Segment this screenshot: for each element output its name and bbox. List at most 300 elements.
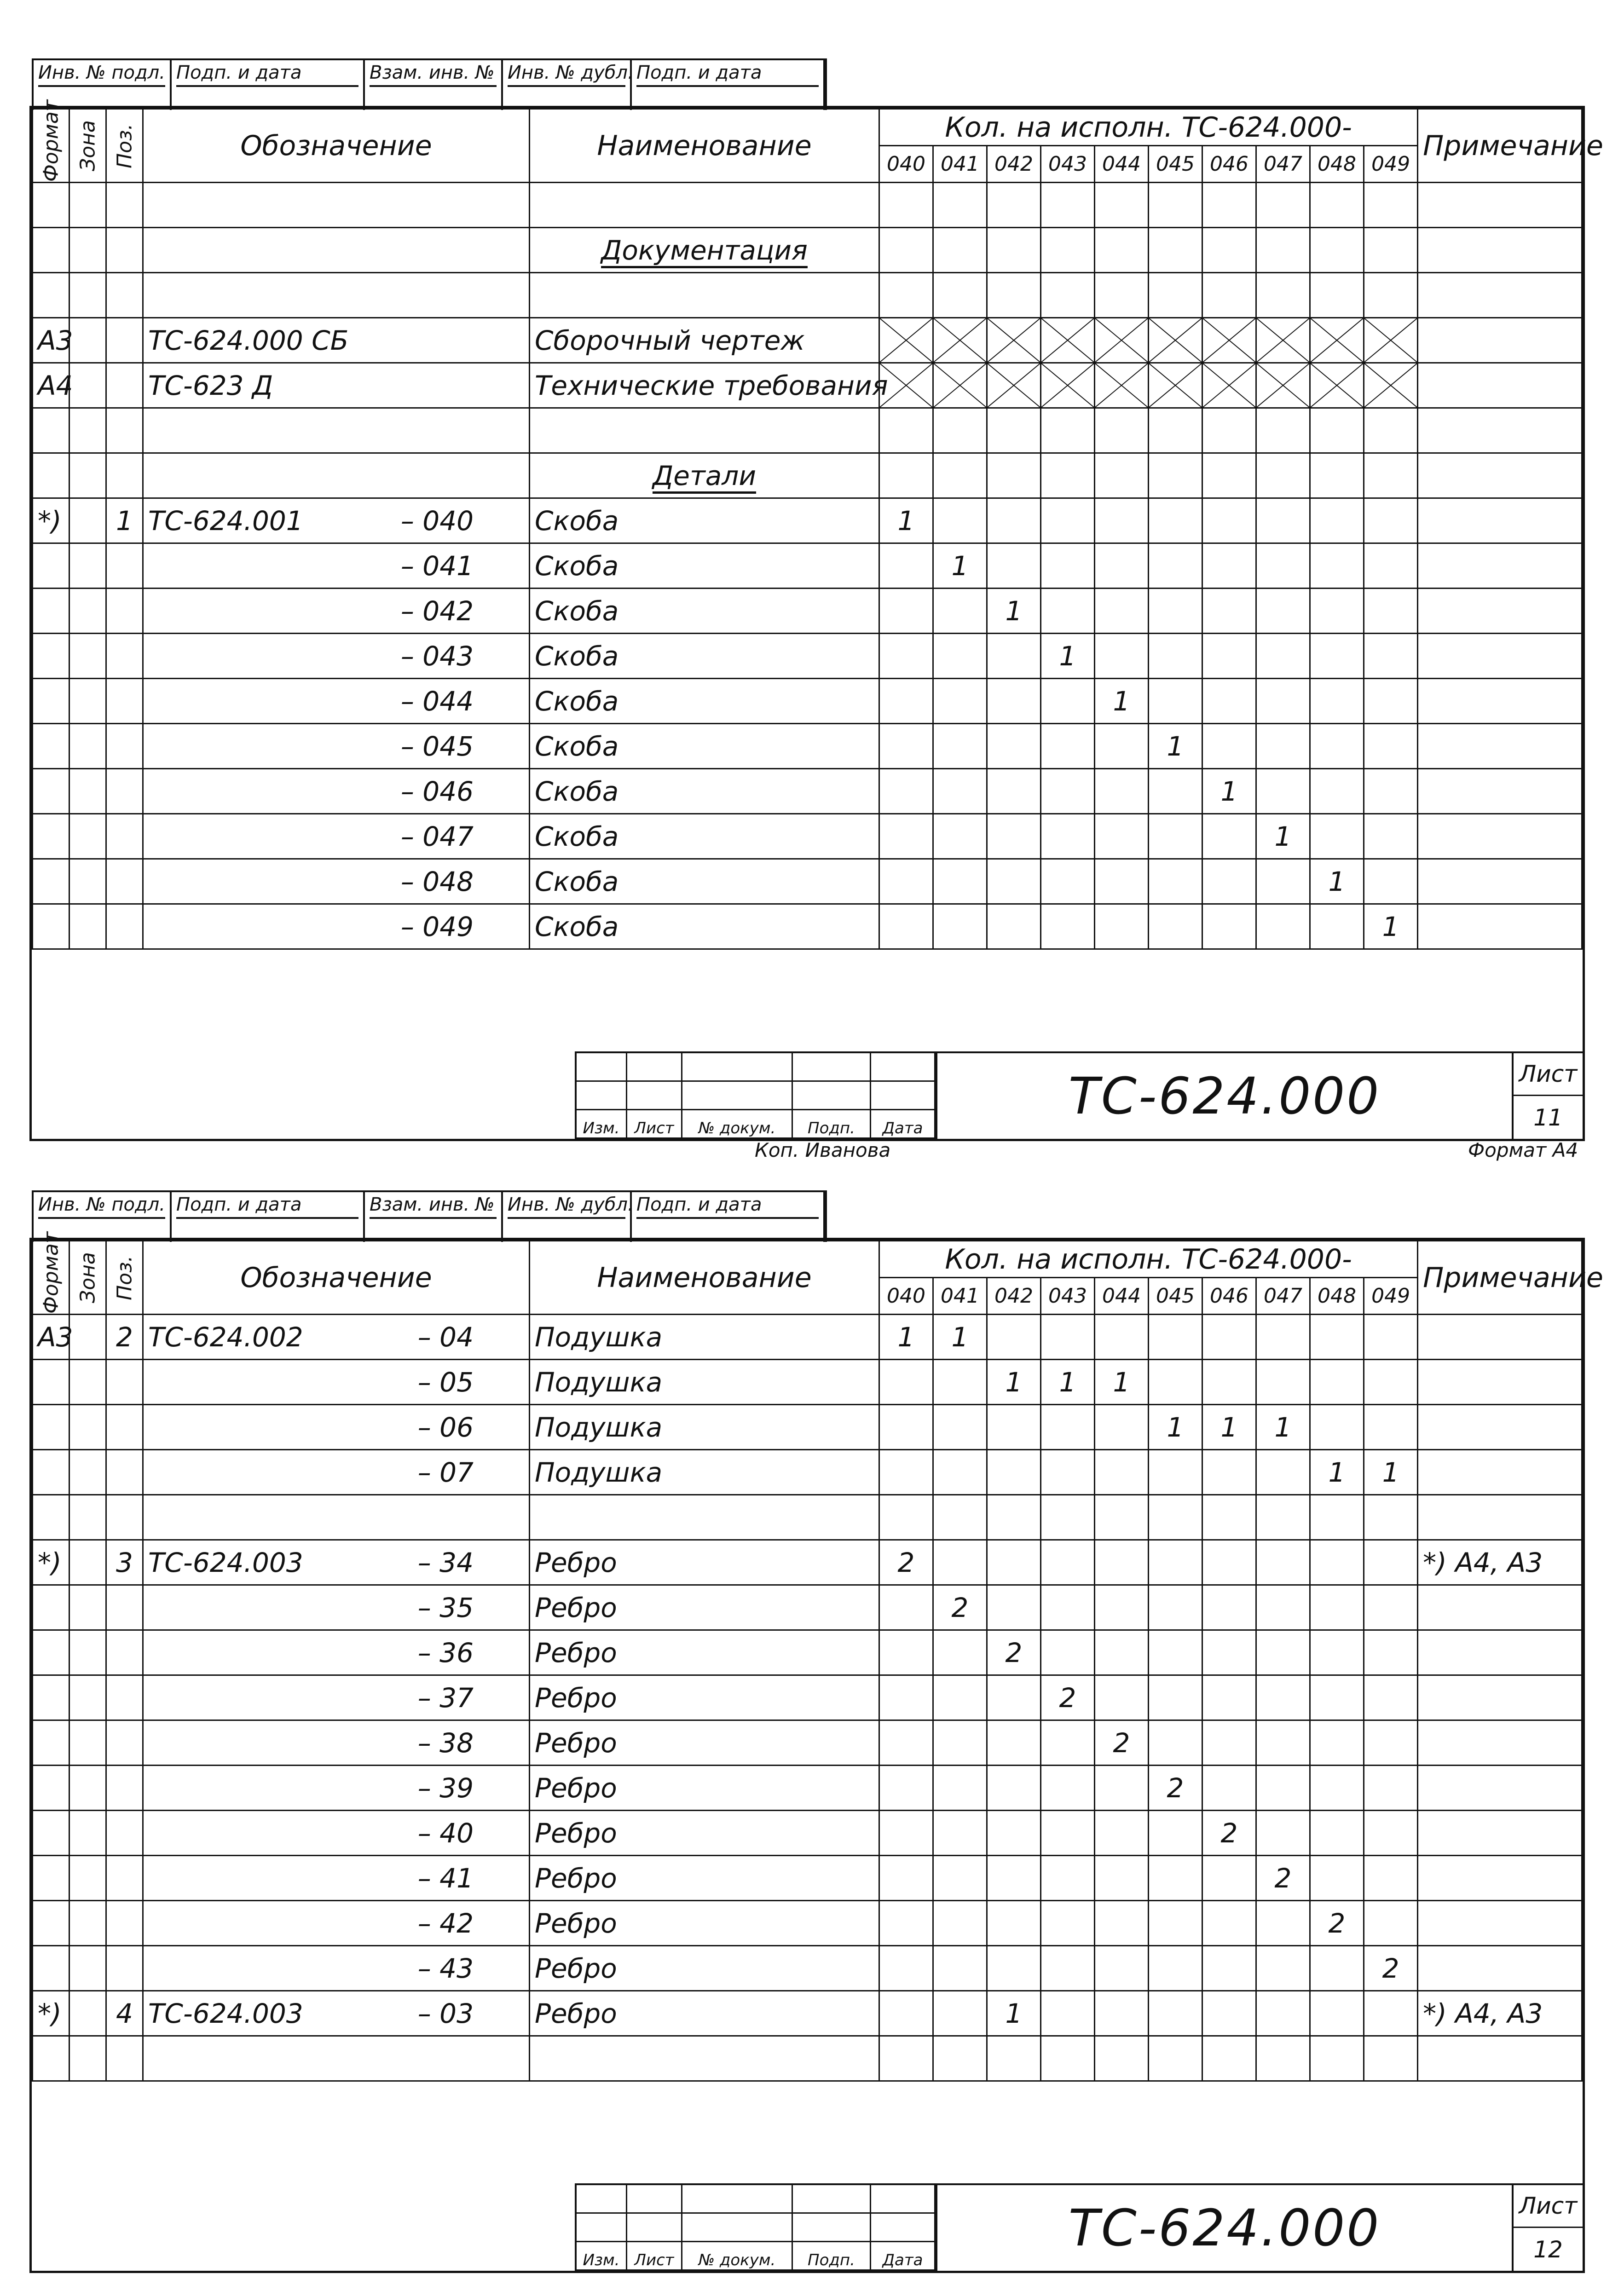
cell-qty (1041, 589, 1095, 634)
cell-qty: 1 (987, 1991, 1041, 2036)
cell-note (1418, 1495, 1582, 1540)
crossed-cell (1364, 363, 1418, 408)
cell-format (33, 589, 69, 634)
cell-qty (1095, 904, 1149, 949)
cell-qty (933, 1630, 987, 1675)
cell-qty (1310, 1495, 1364, 1540)
sheet-number-box: Лист 11 (1512, 1053, 1583, 1139)
cell-qty (987, 453, 1041, 498)
cell-name (530, 1495, 879, 1540)
cell-name: Ребро (530, 1901, 879, 1946)
designation-suffix: – 040 (400, 505, 474, 537)
cell-qty (879, 273, 933, 318)
designation-suffix: – 43 (417, 1952, 474, 1984)
cell-qty (1310, 589, 1364, 634)
cell-qty (1202, 1766, 1256, 1811)
col-header-variant: 044 (1095, 146, 1149, 183)
cell-designation (143, 589, 530, 634)
cell-qty (1041, 1315, 1095, 1360)
cell-position (106, 859, 143, 904)
cell-name: Скоба (530, 769, 879, 814)
cell-position (106, 1811, 143, 1856)
table-row (33, 1811, 1582, 1856)
cell-position (106, 904, 143, 949)
table-row (33, 1405, 1582, 1450)
cell-qty (1256, 228, 1310, 273)
cell-qty (1149, 1946, 1202, 1991)
title-block (575, 1051, 1583, 1139)
cell-qty (1256, 679, 1310, 724)
cell-qty (1310, 1856, 1364, 1901)
cell-qty: 2 (1256, 1856, 1310, 1901)
archive-strip-cell: Подп. и дата (172, 1192, 365, 1242)
cell-position (106, 1495, 143, 1540)
cell-name: Ребро (530, 1811, 879, 1856)
cell-qty (1202, 904, 1256, 949)
cell-note (1418, 273, 1582, 318)
cell-qty (1364, 1360, 1418, 1405)
cell-name: Ребро (530, 1675, 879, 1720)
crossed-cell (933, 318, 987, 363)
cell-format (33, 543, 69, 589)
cell-qty (1041, 1901, 1095, 1946)
cell-designation (143, 183, 530, 228)
cell-qty (1095, 814, 1149, 859)
cell-name: Ребро (530, 1630, 879, 1675)
cell-note (1418, 679, 1582, 724)
cell-qty (1149, 1360, 1202, 1405)
cell-format (33, 634, 69, 679)
cell-name (530, 183, 879, 228)
cell-note: *) А4, А3 (1418, 1991, 1582, 2036)
title-block (575, 2183, 1583, 2271)
col-header-variant: 049 (1364, 1278, 1418, 1315)
designation-suffix: – 36 (417, 1637, 474, 1668)
table-row (33, 1540, 1582, 1585)
cell-qty (933, 1360, 987, 1405)
table-row (33, 1766, 1582, 1811)
cell-qty (1310, 543, 1364, 589)
cell-qty (1364, 543, 1418, 589)
cell-designation (143, 679, 530, 724)
cell-qty (1202, 1630, 1256, 1675)
cell-zone (69, 814, 106, 859)
crossed-cell (879, 318, 933, 363)
table-row (33, 1720, 1582, 1766)
cell-qty (1149, 1856, 1202, 1901)
cell-qty (1149, 1991, 1202, 2036)
cell-position (106, 1675, 143, 1720)
cell-qty (879, 589, 933, 634)
col-header-variant: 047 (1256, 146, 1310, 183)
cell-qty: 1 (1095, 679, 1149, 724)
crossed-cell (1041, 363, 1095, 408)
cell-qty (987, 859, 1041, 904)
cell-name: Сборочный чертеж (530, 318, 879, 363)
cell-qty (987, 769, 1041, 814)
cell-qty (1041, 453, 1095, 498)
cell-note (1418, 453, 1582, 498)
cell-qty (879, 904, 933, 949)
table-row (33, 1450, 1582, 1495)
cell-qty (1095, 1856, 1149, 1901)
cell-qty (1364, 1405, 1418, 1450)
cell-name: Ребро (530, 1946, 879, 1991)
cell-qty (1041, 1585, 1095, 1630)
table-row (33, 408, 1582, 453)
cell-qty (1041, 1946, 1095, 1991)
cell-name: Скоба (530, 589, 879, 634)
cell-position (106, 1360, 143, 1405)
col-header-variant: 048 (1310, 1278, 1364, 1315)
cell-position (106, 1450, 143, 1495)
cell-format (33, 1450, 69, 1495)
section-heading: Детали (530, 453, 879, 498)
designation-suffix: – 41 (417, 1862, 474, 1894)
cell-qty: 1 (1202, 769, 1256, 814)
cell-format (33, 904, 69, 949)
cell-format (33, 1811, 69, 1856)
cell-qty (1202, 1495, 1256, 1540)
cell-qty (933, 1495, 987, 1540)
cell-qty (1202, 1946, 1256, 1991)
cell-qty (1256, 1675, 1310, 1720)
cell-designation (143, 1450, 530, 1495)
designation-suffix: – 39 (417, 1772, 474, 1804)
col-header-variant: 043 (1041, 146, 1095, 183)
designation-suffix: – 35 (417, 1592, 474, 1623)
cell-qty (987, 1540, 1041, 1585)
cell-qty (1202, 498, 1256, 543)
cell-qty (1095, 1540, 1149, 1585)
designation-suffix: – 049 (400, 911, 474, 942)
cell-qty (1095, 1495, 1149, 1540)
cell-name: Ребро (530, 1991, 879, 2036)
cell-qty (1149, 814, 1202, 859)
col-header-variant: 044 (1095, 1278, 1149, 1315)
cell-note (1418, 1630, 1582, 1675)
cell-qty (1364, 859, 1418, 904)
cell-name (530, 273, 879, 318)
designation-suffix: – 37 (417, 1682, 474, 1714)
archive-strip-cell: Взам. инв. № (365, 1192, 503, 1242)
cell-qty (1256, 1720, 1310, 1766)
col-header-variant: 046 (1202, 146, 1256, 183)
cell-zone (69, 1630, 106, 1675)
cell-position (106, 1585, 143, 1630)
cell-name: Подушка (530, 1450, 879, 1495)
cell-qty (933, 769, 987, 814)
cell-qty (879, 1585, 933, 1630)
cell-qty (1310, 1540, 1364, 1585)
crossed-cell (1149, 318, 1202, 363)
cell-qty (1149, 1901, 1202, 1946)
cell-qty (1041, 1450, 1095, 1495)
archive-strip-cell: Инв. № подл. (34, 1192, 172, 1242)
cell-designation (143, 1630, 530, 1675)
cell-qty (879, 1946, 933, 1991)
cell-qty (1202, 2036, 1256, 2081)
cell-qty (1310, 724, 1364, 769)
cell-position (106, 2036, 143, 2081)
format-caption: Формат А4 (1468, 1139, 1578, 1161)
cell-qty: 2 (1202, 1811, 1256, 1856)
cell-qty (987, 1315, 1041, 1360)
cell-qty (1095, 543, 1149, 589)
cell-zone (69, 1405, 106, 1450)
table-row (33, 453, 1582, 498)
cell-zone (69, 904, 106, 949)
cell-format (33, 679, 69, 724)
cell-position (106, 408, 143, 453)
cell-qty (1310, 1630, 1364, 1675)
cell-qty: 1 (879, 498, 933, 543)
cell-qty (987, 408, 1041, 453)
designation-suffix: – 045 (400, 730, 474, 762)
cell-qty (1364, 2036, 1418, 2081)
cell-zone (69, 679, 106, 724)
cell-note (1418, 408, 1582, 453)
cell-qty (1202, 814, 1256, 859)
cell-qty (1041, 1856, 1095, 1901)
cell-qty (1095, 408, 1149, 453)
cell-note (1418, 228, 1582, 273)
cell-qty (1149, 183, 1202, 228)
specification-table (32, 99, 1603, 950)
cell-qty (1095, 1630, 1149, 1675)
cell-qty: 1 (1256, 1405, 1310, 1450)
cell-qty (933, 634, 987, 679)
cell-qty (1202, 724, 1256, 769)
cell-designation (143, 1405, 530, 1450)
cell-qty (1041, 1495, 1095, 1540)
cell-qty (1256, 859, 1310, 904)
designation-base: ТС-623 Д (148, 369, 273, 401)
cell-qty (1202, 408, 1256, 453)
designation-suffix: – 05 (417, 1366, 474, 1398)
cell-qty (1095, 1946, 1149, 1991)
col-header-zone: Зона (69, 109, 106, 183)
cell-format: *) (33, 498, 69, 543)
cell-name: Скоба (530, 859, 879, 904)
archive-strip-cell: Инв. № дубл. (503, 1192, 632, 1242)
cell-zone (69, 1495, 106, 1540)
crossed-cell (933, 363, 987, 408)
cell-qty (879, 769, 933, 814)
col-header-name: Наименование (530, 109, 879, 183)
cell-zone (69, 589, 106, 634)
designation-suffix: – 07 (417, 1456, 474, 1488)
cell-qty (1364, 228, 1418, 273)
cell-qty (1149, 904, 1202, 949)
cell-qty (1095, 183, 1149, 228)
cell-qty (1310, 814, 1364, 859)
cell-zone (69, 1991, 106, 2036)
cell-zone (69, 1766, 106, 1811)
cell-qty (879, 1450, 933, 1495)
cell-qty (1256, 1946, 1310, 1991)
document-code: ТС-624.000 (1068, 1067, 1381, 1125)
cell-qty (1310, 634, 1364, 679)
cell-qty (1149, 1450, 1202, 1495)
cell-qty (879, 634, 933, 679)
cell-qty (1041, 679, 1095, 724)
cell-qty (1256, 1766, 1310, 1811)
cell-designation (143, 1946, 530, 1991)
cell-qty (1149, 1540, 1202, 1585)
cell-qty (987, 2036, 1041, 2081)
cell-qty (987, 273, 1041, 318)
cell-qty (933, 1856, 987, 1901)
cell-qty (1310, 1811, 1364, 1856)
designation-suffix: – 38 (417, 1727, 474, 1759)
cell-qty (1095, 1405, 1149, 1450)
cell-qty (879, 228, 933, 273)
cell-qty (987, 1450, 1041, 1495)
cell-designation (143, 453, 530, 498)
cell-qty (879, 1856, 933, 1901)
cell-qty (933, 1901, 987, 1946)
cell-qty (1364, 814, 1418, 859)
col-header-variant: 040 (879, 146, 933, 183)
revision-grid: Изм. Лист № докум. Подп. Дата (577, 1053, 937, 1139)
table-row (33, 273, 1582, 318)
cell-qty (1364, 634, 1418, 679)
cell-format: А4 (33, 363, 69, 408)
col-header-name: Наименование (530, 1241, 879, 1315)
cell-designation (143, 498, 530, 543)
cell-designation (143, 814, 530, 859)
cell-qty (1041, 228, 1095, 273)
cell-format (33, 1675, 69, 1720)
cell-position (106, 769, 143, 814)
cell-name: Подушка (530, 1405, 879, 1450)
col-header-variant: 048 (1310, 146, 1364, 183)
cell-qty: 1 (1041, 1360, 1095, 1405)
crossed-cell (987, 318, 1041, 363)
cell-qty (987, 498, 1041, 543)
cell-qty (987, 904, 1041, 949)
cell-designation (143, 408, 530, 453)
cell-qty (933, 904, 987, 949)
cell-format: *) (33, 1540, 69, 1585)
cell-position (106, 814, 143, 859)
cell-designation (143, 543, 530, 589)
cell-qty (1310, 228, 1364, 273)
cell-qty (1364, 1315, 1418, 1360)
cell-designation (143, 1766, 530, 1811)
cell-zone (69, 1675, 106, 1720)
table-row (33, 1991, 1582, 2036)
cell-qty (1364, 724, 1418, 769)
archive-strip-cell: Подп. и дата (632, 1192, 825, 1242)
cell-qty (1041, 724, 1095, 769)
table-row (33, 498, 1582, 543)
crossed-cell (1149, 363, 1202, 408)
cell-qty (1202, 183, 1256, 228)
specification-table (32, 1231, 1603, 2082)
cell-qty (1310, 1585, 1364, 1630)
cell-zone (69, 363, 106, 408)
cell-qty (879, 2036, 933, 2081)
table-row (33, 1901, 1582, 1946)
cell-note (1418, 1856, 1582, 1901)
cell-qty (1364, 1901, 1418, 1946)
cell-note (1418, 1450, 1582, 1495)
cell-qty: 2 (1364, 1946, 1418, 1991)
cell-qty (987, 1675, 1041, 1720)
col-header-format: Формат (33, 109, 69, 183)
cell-position (106, 1405, 143, 1450)
table-row (33, 679, 1582, 724)
cell-name: Скоба (530, 634, 879, 679)
archive-strip-cell: Взам. инв. № (365, 60, 503, 110)
cell-qty: 1 (1256, 814, 1310, 859)
cell-designation (143, 1540, 530, 1585)
archive-strip-cell: Инв. № дубл. (503, 60, 632, 110)
cell-qty: 1 (1041, 634, 1095, 679)
cell-format (33, 814, 69, 859)
cell-qty (1095, 1811, 1149, 1856)
sheet-11 (29, 62, 1603, 1141)
cell-format (33, 1495, 69, 1540)
cell-format (33, 408, 69, 453)
cell-position: 3 (106, 1540, 143, 1585)
cell-qty (1364, 498, 1418, 543)
table-row (33, 1946, 1582, 1991)
cell-qty (1202, 1991, 1256, 2036)
cell-qty (1310, 904, 1364, 949)
cell-qty (1041, 273, 1095, 318)
table-row (33, 1675, 1582, 1720)
col-header-variant: 041 (933, 146, 987, 183)
cell-qty: 1 (1149, 1405, 1202, 1450)
cell-position (106, 318, 143, 363)
cell-qty (1364, 408, 1418, 453)
cell-qty (933, 183, 987, 228)
cell-zone (69, 273, 106, 318)
cell-position (106, 589, 143, 634)
designation-suffix: – 042 (400, 595, 474, 627)
col-header-variant: 046 (1202, 1278, 1256, 1315)
cell-qty (1202, 273, 1256, 318)
cell-qty: 2 (1095, 1720, 1149, 1766)
cell-format (33, 1585, 69, 1630)
cell-qty (1202, 1856, 1256, 1901)
cell-qty (1041, 543, 1095, 589)
cell-qty (933, 228, 987, 273)
cell-format (33, 1720, 69, 1766)
sheet-12 (29, 1194, 1603, 2273)
cell-qty (1041, 2036, 1095, 2081)
designation-suffix: – 041 (400, 550, 474, 582)
cell-note (1418, 904, 1582, 949)
cell-designation (143, 769, 530, 814)
cell-qty (1095, 634, 1149, 679)
cell-zone (69, 408, 106, 453)
cell-qty (933, 498, 987, 543)
cell-qty (987, 1901, 1041, 1946)
cell-qty: 2 (933, 1585, 987, 1630)
cell-note (1418, 1720, 1582, 1766)
cell-note (1418, 183, 1582, 228)
cell-qty (1095, 228, 1149, 273)
cell-qty (933, 273, 987, 318)
cell-qty (1202, 1450, 1256, 1495)
cell-qty (1041, 498, 1095, 543)
cell-qty (1041, 1540, 1095, 1585)
cell-name: Технические требования (530, 363, 879, 408)
